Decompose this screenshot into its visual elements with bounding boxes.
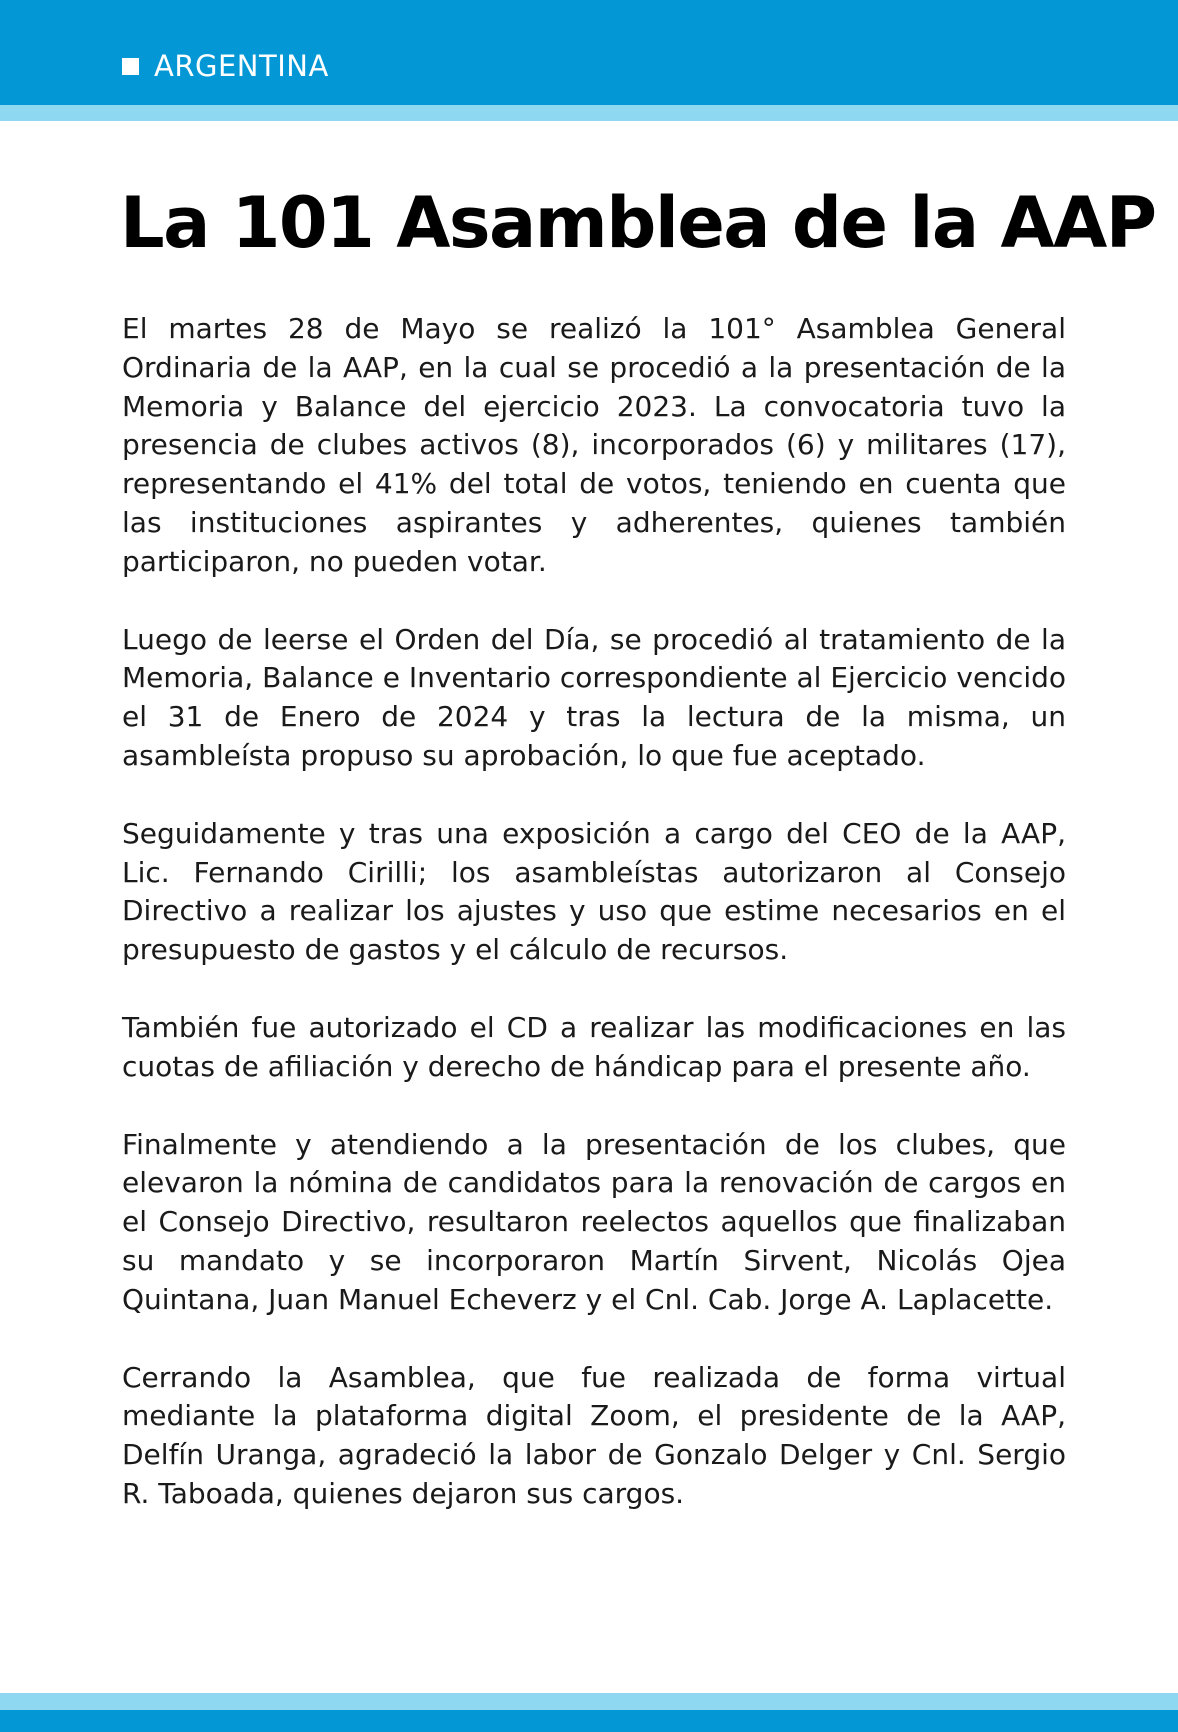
article-paragraph-5: Finalmente y atendiendo a la presentación de los clubes, que elevaron la nómina de candidatos para la renovación de cargos en el Consejo Directivo, resultaron reelectos aquellos que finalizaban su mandato y se incorporaron Martín Sirvent, Nicolás Ojea Quintana, Juan Manuel Echeverz y el Cnl. Cab. Jorge A. Laplacette.	[122, 1127, 1066, 1316]
article-paragraph-4: También fue autorizado el CD a realizar las modificaciones en las cuotas de afiliación y derecho de hándicap para el presente año.	[122, 1010, 1066, 1083]
article-paragraph-2: Luego de leerse el Orden del Día, se procedió al tratamiento de la Memoria, Balance e Inventario correspondiente al Ejercicio vencido el 31 de Enero de 2024 y tras la lectura de la misma, un asambleísta propuso su aprobación, lo que fue aceptado.	[122, 622, 1066, 772]
footer-band	[0, 1710, 1178, 1732]
footer-stripe	[0, 1693, 1178, 1710]
section-label	[122, 46, 329, 86]
section-name: ARGENTINA	[154, 49, 329, 83]
header-stripe	[0, 105, 1178, 121]
article-paragraph-3: Seguidamente y tras una exposición a cargo del CEO de la AAP, Lic. Fernando Cirilli; los asambleístas autorizaron al Consejo Directivo a realizar los ajustes y uso que estime necesarios en el presupuesto de gastos y el cálculo de recursos.	[122, 816, 1066, 967]
article-title: La 101 Asamblea de la AAP	[120, 182, 1156, 264]
article-body	[122, 310, 1066, 1514]
article-paragraph-6: Cerrando la Asamblea, que fue realizada de forma virtual mediante la plataforma digital Zoom, el presidente de la AAP, Delfín Uranga, agradeció la labor de Gonzalo Delger y Cnl. Sergio R. Taboada, quienes dejaron sus cargos.	[122, 1360, 1066, 1510]
article-paragraph-1: El martes 28 de Mayo se realizó la 101° Asamblea General Ordinaria de la AAP, en la cual se procedió a la presentación de la Memoria y Balance del ejercicio 2023. La convocatoria tuvo la presencia de clubes activos (8), incorporados (6) y militares (17), representando el 41% del total de votos, teniendo en cuenta que las instituciones aspirantes y adherentes, quienes también participaron, no pueden votar.	[122, 312, 1066, 578]
square-bullet-icon	[122, 58, 139, 75]
